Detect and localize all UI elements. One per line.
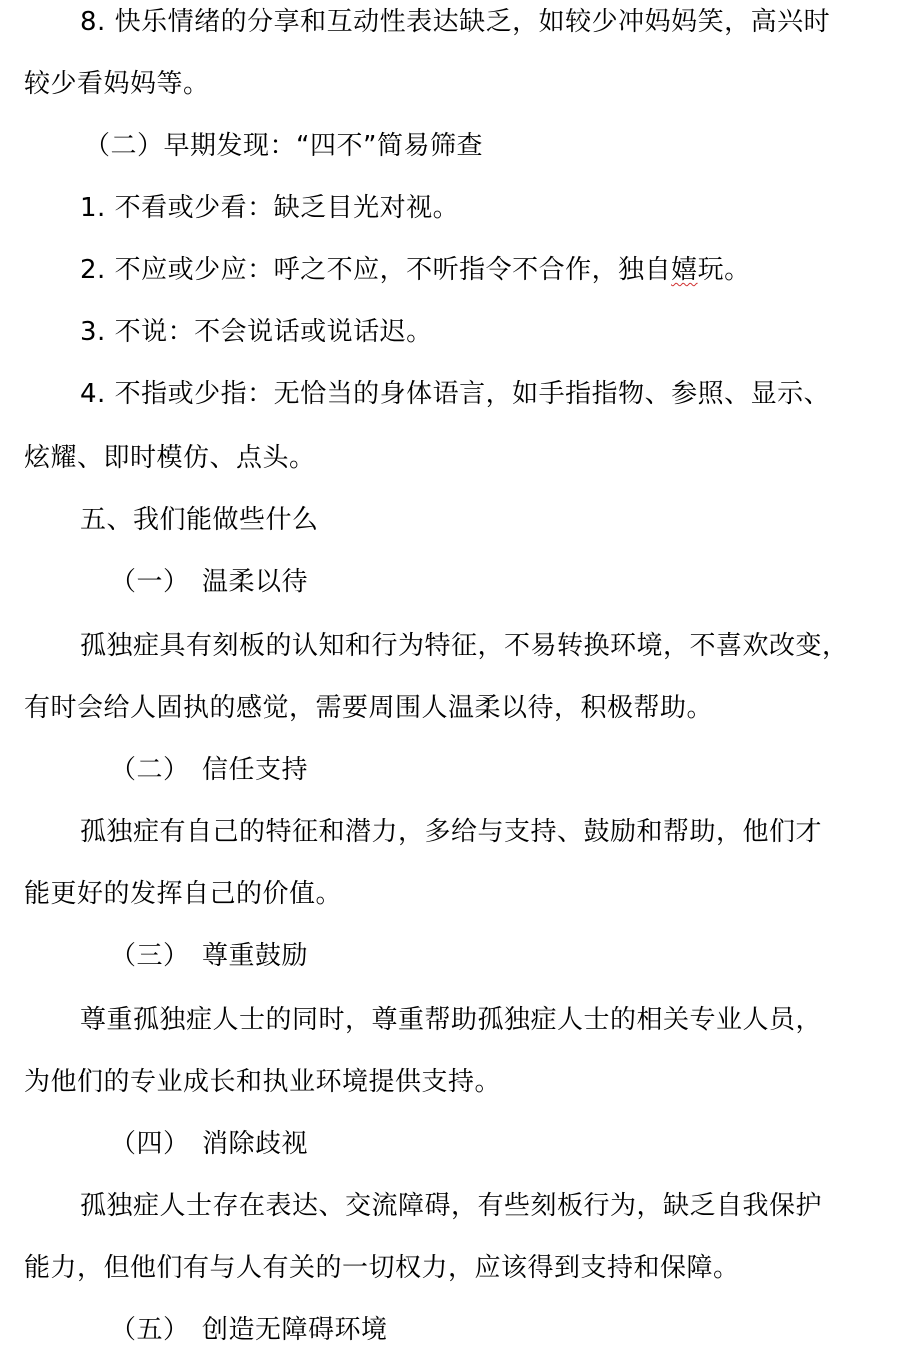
paragraph-3-line-2: 为他们的专业成长和执业环境提供支持。 [24,1067,502,1097]
list-item-8-continued: 较少看妈妈等。 [24,69,210,99]
list-item-2-text-end: 玩。 [697,255,751,285]
subheading-1 [80,562,860,602]
subheading-2-number: （二） [110,755,190,785]
subheading-4-number: （四） [110,1129,190,1159]
subheading-1-title: 温柔以待 [202,567,309,597]
subheading-3-number: （三） [110,941,190,971]
subheading-2 [80,750,860,790]
subheading-4-title: 消除歧视 [202,1129,309,1159]
subheading-1-number: （一） [110,567,190,597]
subheading-3 [80,936,860,976]
paragraph-3-line-1: 尊重孤独症人士的同时，尊重帮助孤独症人士的相关专业人员， [80,1005,823,1035]
paragraph-2-line-1: 孤独症有自己的特征和潜力，多给与支持、鼓励和帮助，他们才 [80,817,823,847]
paragraph-1-line-2: 有时会给人固执的感觉，需要周围人温柔以待，积极帮助。 [24,693,714,723]
paragraph-2-line-2: 能更好的发挥自己的价值。 [24,879,343,909]
list-item-4: 4. 不指或少指：无恰当的身体语言，如手指指物、参照、显示、 [80,379,831,409]
list-item-2-text: 2. 不应或少应：呼之不应，不听指令不合作，独自 [80,255,672,285]
chapter-heading-what-can-we-do: 五、我们能做些什么 [80,505,319,535]
paragraph-4-line-2: 能力，但他们有与人有关的一切权力，应该得到支持和保障。 [24,1253,740,1283]
list-item-4-continued: 炫耀、即时模仿、点头。 [24,443,316,473]
paragraph-1-line-1: 孤独症具有刻板的认知和行为特征，不易转换环境，不喜欢改变， [80,631,849,661]
list-item-3: 3. 不说：不会说话或说话迟。 [80,317,433,347]
subheading-2-title: 信任支持 [202,755,309,785]
paragraph-4-line-1: 孤独症人士存在表达、交流障碍，有些刻板行为，缺乏自我保护 [80,1191,823,1221]
subheading-5-title: 创造无障碍环境 [202,1315,388,1345]
spellcheck-flagged-word[interactable]: 嬉 [671,255,698,285]
subheading-5 [80,1310,860,1350]
list-item-2 [80,250,860,290]
subheading-4 [80,1124,860,1164]
list-item-1: 1. 不看或少看：缺乏目光对视。 [80,193,460,223]
list-item-8: 8. 快乐情绪的分享和互动性表达缺乏，如较少冲妈妈笑，高兴时 [80,7,831,37]
section-heading-early-detection: （二）早期发现：“四不”简易筛查 [84,131,483,161]
subheading-3-title: 尊重鼓励 [202,941,309,971]
subheading-5-number: （五） [110,1315,190,1345]
